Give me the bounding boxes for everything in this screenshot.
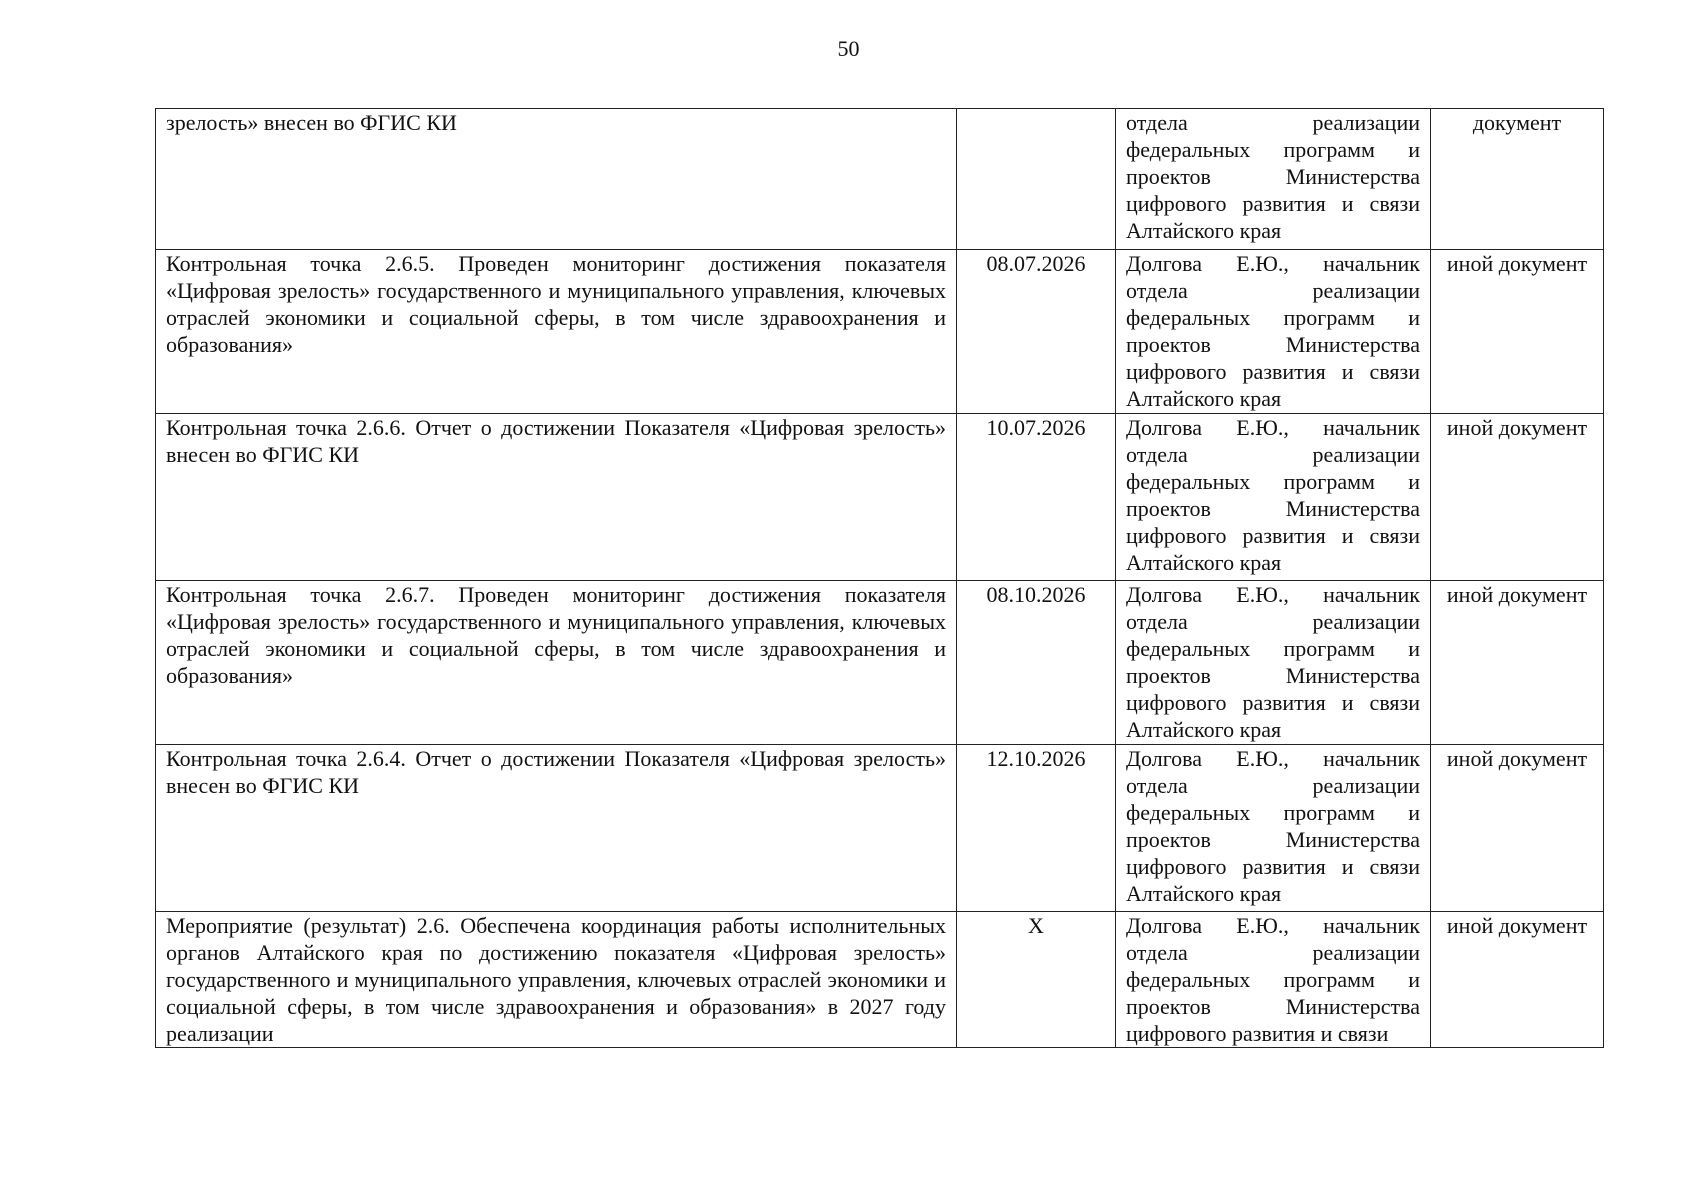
table-row — [156, 109, 1604, 250]
document-type-cell — [1431, 912, 1604, 1048]
description-text: Контрольная точка 2.6.4. Отчет о достижении Показателя «Цифровая зрелость» внесен во ФГИС КИ — [166, 746, 946, 798]
date-text: 10.07.2026 — [986, 415, 1086, 440]
date-text: X — [1028, 913, 1044, 938]
description-text: Мероприятие (результат) 2.6. Обеспечена координация работы исполнительных органов Алтайского края по достижению показателя «Цифровая зрелость» государственного и муниципального управления, ключевых отраслей экономики и социальной сферы, в том числе здравоохранения и образования» в 2027 году реализации — [166, 913, 946, 1046]
description-text: Контрольная точка 2.6.6. Отчет о достижении Показателя «Цифровая зрелость» внесен во ФГИС КИ — [166, 415, 946, 467]
table-row — [156, 581, 1604, 745]
responsible-text: Долгова Е.Ю., начальник отдела реализации федеральных программ и проектов Министерства цифрового развития и связи Алтайского края — [1126, 582, 1420, 742]
description-cell — [156, 745, 957, 912]
document-type-cell — [1431, 414, 1604, 581]
responsible-cell — [1116, 912, 1431, 1048]
date-cell — [957, 414, 1116, 581]
table-row — [156, 745, 1604, 912]
document-type-cell — [1431, 745, 1604, 912]
document-type-text: иной документ — [1446, 746, 1588, 771]
description-text: Контрольная точка 2.6.5. Проведен мониторинг достижения показателя «Цифровая зрелость» государственного и муниципального управления, ключевых отраслей экономики и социальной сферы, в том числе здравоохранения и образования» — [166, 251, 946, 357]
responsible-text: Долгова Е.Ю., начальник отдела реализации федеральных программ и проектов Министерства цифрового развития и связи Алтайского края — [1126, 415, 1420, 575]
responsible-cell — [1116, 745, 1431, 912]
control-points-table — [155, 108, 1604, 1048]
table-row — [156, 414, 1604, 581]
description-text: Контрольная точка 2.6.7. Проведен мониторинг достижения показателя «Цифровая зрелость» государственного и муниципального управления, ключевых отраслей экономики и социальной сферы, в том числе здравоохранения и образования» — [166, 582, 946, 688]
responsible-cell — [1116, 581, 1431, 745]
description-cell — [156, 581, 957, 745]
date-text: 08.10.2026 — [986, 582, 1086, 607]
page-number: 50 — [837, 36, 860, 61]
description-cell — [156, 414, 957, 581]
document-type-cell — [1431, 109, 1604, 250]
date-text: 12.10.2026 — [986, 746, 1086, 771]
date-cell — [957, 912, 1116, 1048]
responsible-cell — [1116, 414, 1431, 581]
responsible-cell — [1116, 250, 1431, 414]
document-type-text: документ — [1472, 110, 1562, 135]
date-cell — [957, 250, 1116, 414]
description-cell — [156, 250, 957, 414]
responsible-text: Долгова Е.Ю., начальник отдела реализации федеральных программ и проектов Министерства цифрового развития и связи — [1126, 913, 1420, 1046]
date-cell — [957, 581, 1116, 745]
responsible-text: отдела реализации федеральных программ и проектов Министерства цифрового развития и связи Алтайского края — [1126, 110, 1420, 243]
date-cell — [957, 109, 1116, 250]
responsible-text: Долгова Е.Ю., начальник отдела реализации федеральных программ и проектов Министерства цифрового развития и связи Алтайского края — [1126, 251, 1420, 411]
description-cell — [156, 109, 957, 250]
date-cell — [957, 745, 1116, 912]
table-row — [156, 912, 1604, 1048]
document-type-cell — [1431, 250, 1604, 414]
description-text: зрелость» внесен во ФГИС КИ — [166, 110, 457, 135]
document-type-text: иной документ — [1446, 251, 1588, 276]
date-text: 08.07.2026 — [986, 251, 1086, 276]
document-type-text: иной документ — [1446, 913, 1588, 938]
document-type-cell — [1431, 581, 1604, 745]
responsible-cell — [1116, 109, 1431, 250]
document-type-text: иной документ — [1446, 582, 1588, 607]
document-type-text: иной документ — [1446, 415, 1588, 440]
table-row — [156, 250, 1604, 414]
responsible-text: Долгова Е.Ю., начальник отдела реализации федеральных программ и проектов Министерства цифрового развития и связи Алтайского края — [1126, 746, 1420, 906]
description-cell — [156, 912, 957, 1048]
